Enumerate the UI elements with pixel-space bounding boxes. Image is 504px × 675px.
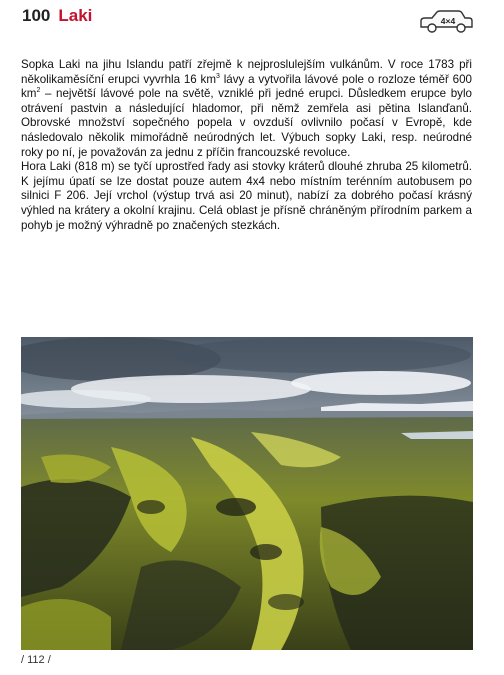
paragraph-1: Sopka Laki na jihu Islandu patří zřejmě k nejproslulejším vulkánům. V roce 1783 při několikaměsíční erupci vyvrhla 16 $km^3$ lávy a vytvořila lávové pole o rozloze téměř 600 $km^2$ – největší lávové pole na světě, vzniklé při jedné erupci. Důsledkem erupce bylo otrávení pastvin a následující hladomor, při němž zemřela asi pětina Islanďanů. Obrovské množství sopečného popela v ovzduší ovlivnilo počasí v Evropě, kde následovalo několik mimořádně neúrodných let. Výbuch sopky Laki, resp. neúrodné roky po ní, je považován za jednu z příčin francouzské revoluce. <box>21 58 472 159</box>
chapter-title: Laki <box>58 6 93 25</box>
article-text <box>21 58 472 233</box>
paragraph-2: Hora Laki (818 m) se tyčí uprostřed řady asi stovky kráterů dlouhé zhruba 25 kilometrů. K jejímu úpatí se lze dostat pouze autem 4x4 nebo místním terénním autobusem po silnici F 206. Její vrchol (výstup trvá asi 20 minut), nabízí za dobrého počasí krásný výhled na krátery a okolní krajinu. Celá oblast je přísně chráněným přírodním parkem a pohyb je možný výhradně po značených stezkách. <box>21 160 472 232</box>
page-number: / 112 / <box>21 654 51 666</box>
chapter-number: 100 <box>22 6 51 25</box>
badge-label: 4×4 <box>440 16 456 26</box>
landscape-photo <box>21 337 473 650</box>
4x4-car-icon <box>418 8 474 34</box>
chapter-header <box>22 6 92 28</box>
